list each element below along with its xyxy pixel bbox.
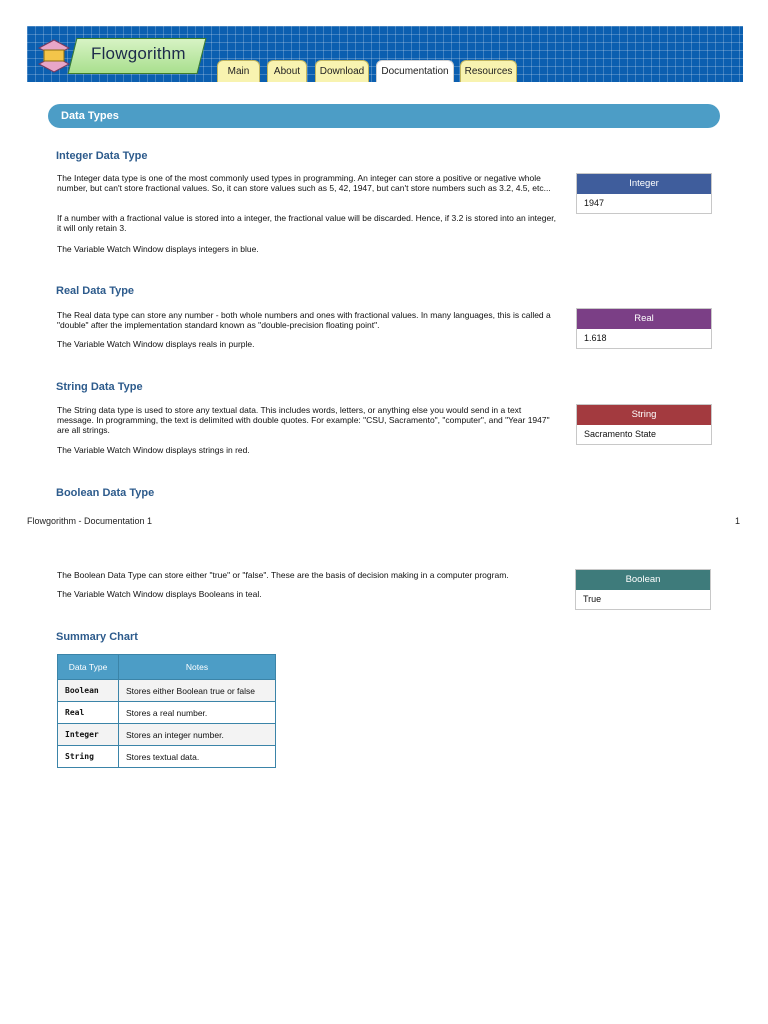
table-row (58, 702, 276, 724)
string-heading: String Data Type (56, 381, 143, 393)
tab-resources[interactable]: Resources (460, 60, 517, 82)
tab-download[interactable]: Download (315, 60, 369, 82)
integer-heading: Integer Data Type (56, 150, 148, 162)
summary-cell-note: Stores textual data. (119, 746, 276, 768)
integer-watch-box (576, 173, 712, 214)
integer-paragraph-3: The Variable Watch Window displays integers in blue. (57, 244, 259, 254)
summary-header-row (58, 655, 276, 680)
tab-documentation[interactable]: Documentation (376, 60, 454, 82)
string-box-value: Sacramento State (577, 425, 711, 444)
page-footer-label: Flowgorithm - Documentation 1 (27, 516, 153, 526)
summary-cell-type: Real (58, 702, 119, 724)
boolean-paragraph-2: The Variable Watch Window displays Booleans in teal. (57, 589, 262, 599)
real-box-value: 1.618 (577, 329, 711, 348)
table-row (58, 680, 276, 702)
real-heading: Real Data Type (56, 285, 135, 297)
string-box-label: String (577, 405, 711, 425)
summary-cell-type: Integer (58, 724, 119, 746)
string-paragraph-2: The Variable Watch Window displays strings in red. (57, 445, 250, 455)
summary-cell-note: Stores an integer number. (119, 724, 276, 746)
real-paragraph-2: The Variable Watch Window displays reals in purple. (57, 339, 255, 349)
string-watch-box (576, 404, 712, 445)
page-section-title: Data Types (48, 104, 720, 128)
summary-cell-type: Boolean (58, 680, 119, 702)
integer-box-label: Integer (577, 174, 711, 194)
boolean-box-value: True (576, 590, 710, 609)
string-paragraph-1: The String data type is used to store any textual data. This includes words, letters, or anything else you would send in a text message. In programming, the text is delimited with double quotes. For example: "CSU, Sacramento", "computer", and "Year 1947" are all strings. (57, 405, 550, 436)
boolean-paragraph-1: The Boolean Data Type can store either "true" or "false". These are the basis of decision making in a computer program. (57, 570, 509, 580)
summary-cell-note: Stores a real number. (119, 702, 276, 724)
real-paragraph-1: The Real data type can store any number - both whole numbers and ones with fractional values. In many languages, this is called a "double" after the implementation standard known as "double-precision floating point". (57, 310, 551, 331)
table-row (58, 746, 276, 768)
boolean-heading: Boolean Data Type (56, 487, 155, 499)
boolean-watch-box (575, 569, 711, 610)
tab-main[interactable]: Main (217, 60, 260, 82)
summary-header-notes: Notes (119, 655, 276, 680)
summary-table (57, 654, 276, 768)
boolean-box-label: Boolean (576, 570, 710, 590)
logo-text[interactable]: Flowgorithm (91, 44, 186, 63)
integer-paragraph-1: The Integer data type is one of the most commonly used types in programming. An integer can store a positive or negative whole number, but can't store fractional values. So, it can store values such as 5, 42, 1947, but can't store numbers such as 3.2, 4.5, etc... (57, 173, 551, 194)
summary-header-type: Data Type (58, 655, 119, 680)
summary-cell-note: Stores either Boolean true or false (119, 680, 276, 702)
summary-cell-type: String (58, 746, 119, 768)
integer-box-value: 1947 (577, 194, 711, 213)
summary-heading: Summary Chart (56, 631, 138, 643)
site-header (27, 26, 743, 82)
page-number: 1 (735, 516, 741, 526)
real-watch-box (576, 308, 712, 349)
integer-paragraph-2: If a number with a fractional value is stored into a integer, the fractional value will be discarded. Hence, if 3.2 is stored into an integer, it will only retain 3. (57, 213, 556, 234)
table-row (58, 724, 276, 746)
real-box-label: Real (577, 309, 711, 329)
flowgorithm-logo-icon (38, 39, 70, 73)
tab-about[interactable]: About (267, 60, 307, 82)
